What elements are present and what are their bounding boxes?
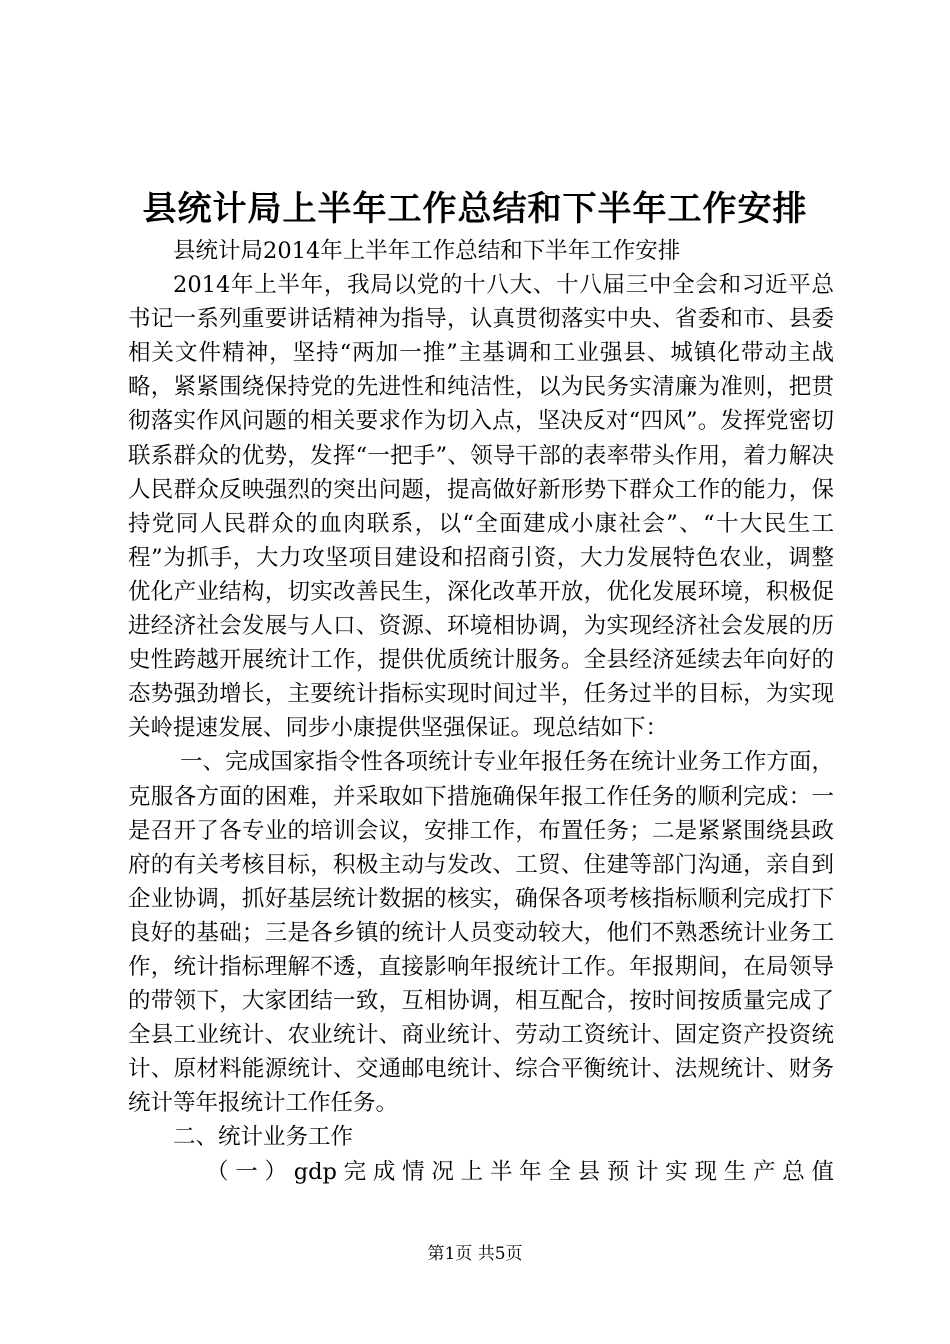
page-footer: 第1页 共5页 [427,1244,523,1264]
document-subtitle: 县统计局2014年上半年工作总结和下半年工作安排 [173,238,681,264]
paragraph-gdp: （一）gdp完成情况上半年全县预计实现生产总值 [206,1158,834,1185]
paragraph-intro: 2014年上半年，我局以党的十八大、十八届三中全会和习近平总书记一系列重要讲话精神为指导，认真贯彻落实中央、省委和市、县委相关文件精神，坚持“两加一推”主基调和工业强县、城镇化带动主战略，紧紧围绕保持党的先进性和纯洁性，以为民务实清廉为准则，把贯彻落实作风问题的相关要求作为切入点，坚决反对“四风”。发挥党密切联系群众的优势，发挥“一把手”、领导干部的表率带头作用，着力解决人民群众反映强烈的突出问题，提高做好新形势下群众工作的能力，保持党同人民群众的血肉联系，以“全面建成小康社会”、“十大民生工程”为抓手，大力攻坚项目建设和招商引资，大力发展特色农业，调整优化产业结构，切实改善民生，深化改革开放，优化发展环境，积极促进经济社会发展与人口、资源、环境相协调，为实现经济社会发展的历史性跨越开展统计工作，提供优质统计服务。全县经济延续去年向好的态势强劲增长，主要统计指标实现时间过半，任务过半的目标，为实现关岭提速发展、同步小康提供坚强保证。现总结如下： [128,272,834,742]
document-title: 县统计局上半年工作总结和下半年工作安排 [142,189,808,229]
paragraph-section-one: 一、完成国家指令性各项统计专业年报任务在统计业务工作方面，克服各方面的困难，并采取如下措施确保年报工作任务的顺利完成：一是召开了各专业的培训会议，安排工作，布置任务；二是紧紧围绕县政府的有关考核目标，积极主动与发改、工贸、住建等部门沟通，亲自到企业协调，抓好基层统计数据的核实，确保各项考核指标顺利完成打下良好的基础；三是各乡镇的统计人员变动较大，他们不熟悉统计业务工作，统计指标理解不透，直接影响年报统计工作。年报期间，在局领导的带领下，大家团结一致，互相协调，相互配合，按时间按质量完成了全县工业统计、农业统计、商业统计、劳动工资统计、固定资产投资统计、原材料能源统计、交通邮电统计、综合平衡统计、法规统计、财务统计等年报统计工作任务。 [128,749,834,1117]
section-heading: 二、统计业务工作 [173,1124,354,1151]
document-body [128,234,834,1189]
